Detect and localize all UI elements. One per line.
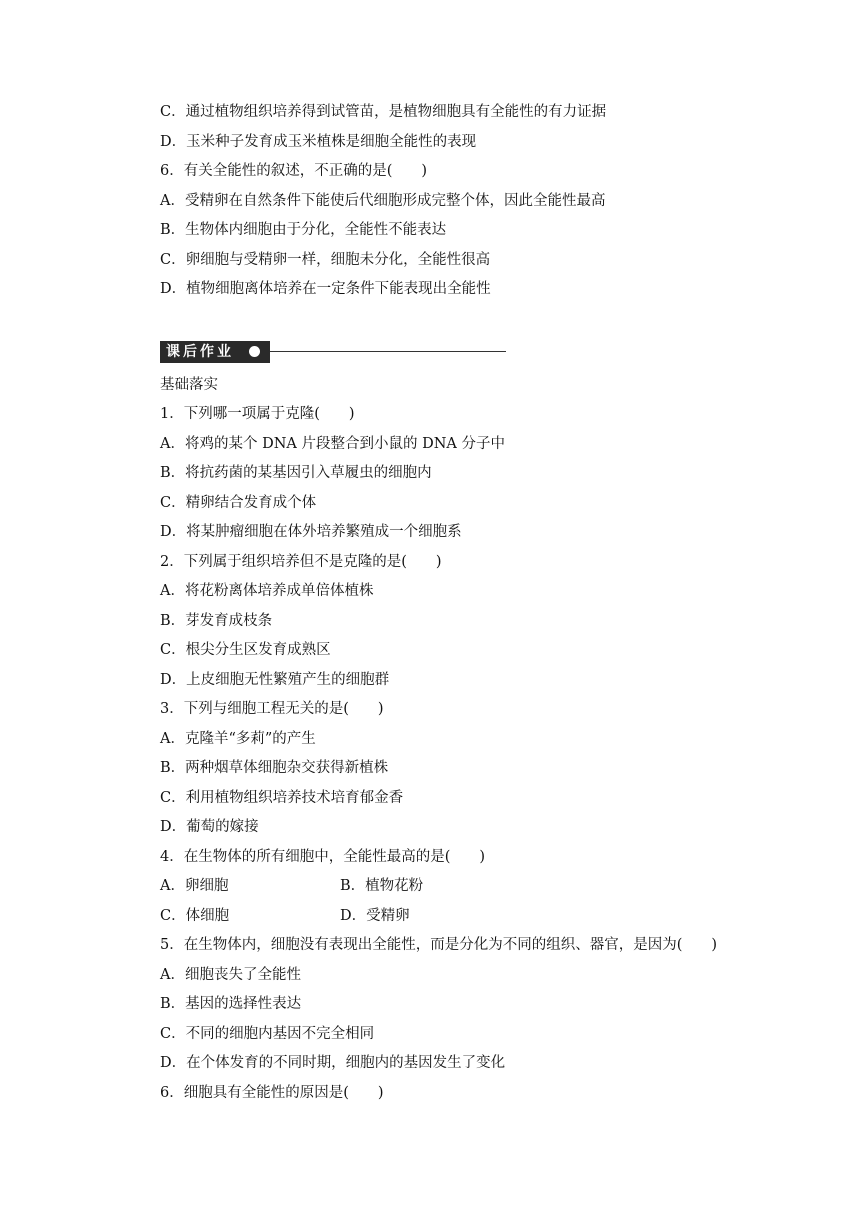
document-page [160, 0, 800, 1108]
option-a: A．细胞丧失了全能性 [160, 966, 301, 983]
section-subtitle: 基础落实 [160, 376, 218, 393]
question-4 [160, 843, 800, 932]
question-6 [160, 1079, 800, 1109]
option-d: D．植物细胞离体培养在一定条件下能表现出全能性 [160, 281, 491, 297]
option-b: B．植物花粉 [340, 878, 424, 894]
option-a: A．卵细胞 [160, 878, 229, 894]
question-stem: 3．下列与细胞工程无关的是( ) [160, 701, 384, 717]
option-d: D．玉米种子发育成玉米植株是细胞全能性的表现 [160, 133, 477, 150]
question-5 [160, 931, 800, 1079]
question-2 [160, 548, 800, 696]
question-3 [160, 695, 800, 843]
question-stem: 5．在生物体内，细胞没有表现出全能性，而是分化为不同的组织、器官，是因为( ) [160, 937, 718, 953]
option-c: C．精卵结合发育成个体 [160, 494, 317, 511]
section-title: 课后作业 [160, 341, 270, 363]
option-row [160, 872, 800, 902]
option-c: C．通过植物组织培养得到试管苗，是植物细胞具有全能性的有力证据 [160, 104, 607, 120]
bullet-dot-icon [249, 346, 260, 357]
option-b: B．生物体内细胞由于分化，全能性不能表达 [160, 222, 447, 238]
option-a: A．将鸡的某个 DNA 片段整合到小鼠的 DNA 分子中 [160, 435, 505, 452]
option-a: A．受精卵在自然条件下能使后代细胞形成完整个体，因此全能性最高 [160, 192, 606, 209]
section-header [160, 339, 800, 365]
question-stem: 6．有关全能性的叙述，不正确的是( ) [160, 163, 428, 179]
option-a: A．克隆羊“多莉”的产生 [160, 730, 316, 747]
question-1 [160, 400, 800, 548]
option-row [160, 902, 800, 932]
option-d: D．上皮细胞无性繁殖产生的细胞群 [160, 671, 390, 688]
question-stem: 4．在生物体的所有细胞中，全能性最高的是( ) [160, 848, 486, 865]
option-d: D．受精卵 [340, 907, 410, 924]
question-stem: 2．下列属于组织培养但不是克隆的是( ) [160, 553, 442, 570]
question-stem: 1．下列哪一项属于克隆( ) [160, 406, 355, 422]
option-c: C．体细胞 [160, 907, 230, 924]
option-a: A．将花粉离体培养成单倍体植株 [160, 583, 374, 599]
option-d: D．将某肿瘤细胞在体外培养繁殖成一个细胞系 [160, 524, 462, 540]
option-b: B．芽发育成枝条 [160, 612, 273, 629]
option-b: B．将抗药菌的某基因引入草履虫的细胞内 [160, 465, 432, 481]
option-b: B．基因的选择性表达 [160, 996, 302, 1012]
section-divider [270, 351, 506, 352]
option-c: C．根尖分生区发育成熟区 [160, 642, 331, 658]
question-stem: 6．细胞具有全能性的原因是( ) [160, 1084, 384, 1101]
previous-question-block [160, 98, 800, 305]
option-c: C．利用植物组织培养技术培育郁金香 [160, 789, 404, 806]
option-c: C．不同的细胞内基因不完全相同 [160, 1025, 375, 1042]
option-d: D．在个体发育的不同时期，细胞内的基因发生了变化 [160, 1055, 506, 1071]
option-b: B．两种烟草体细胞杂交获得新植株 [160, 760, 389, 776]
option-c: C．卵细胞与受精卵一样，细胞未分化，全能性很高 [160, 251, 491, 268]
option-d: D．葡萄的嫁接 [160, 819, 259, 835]
